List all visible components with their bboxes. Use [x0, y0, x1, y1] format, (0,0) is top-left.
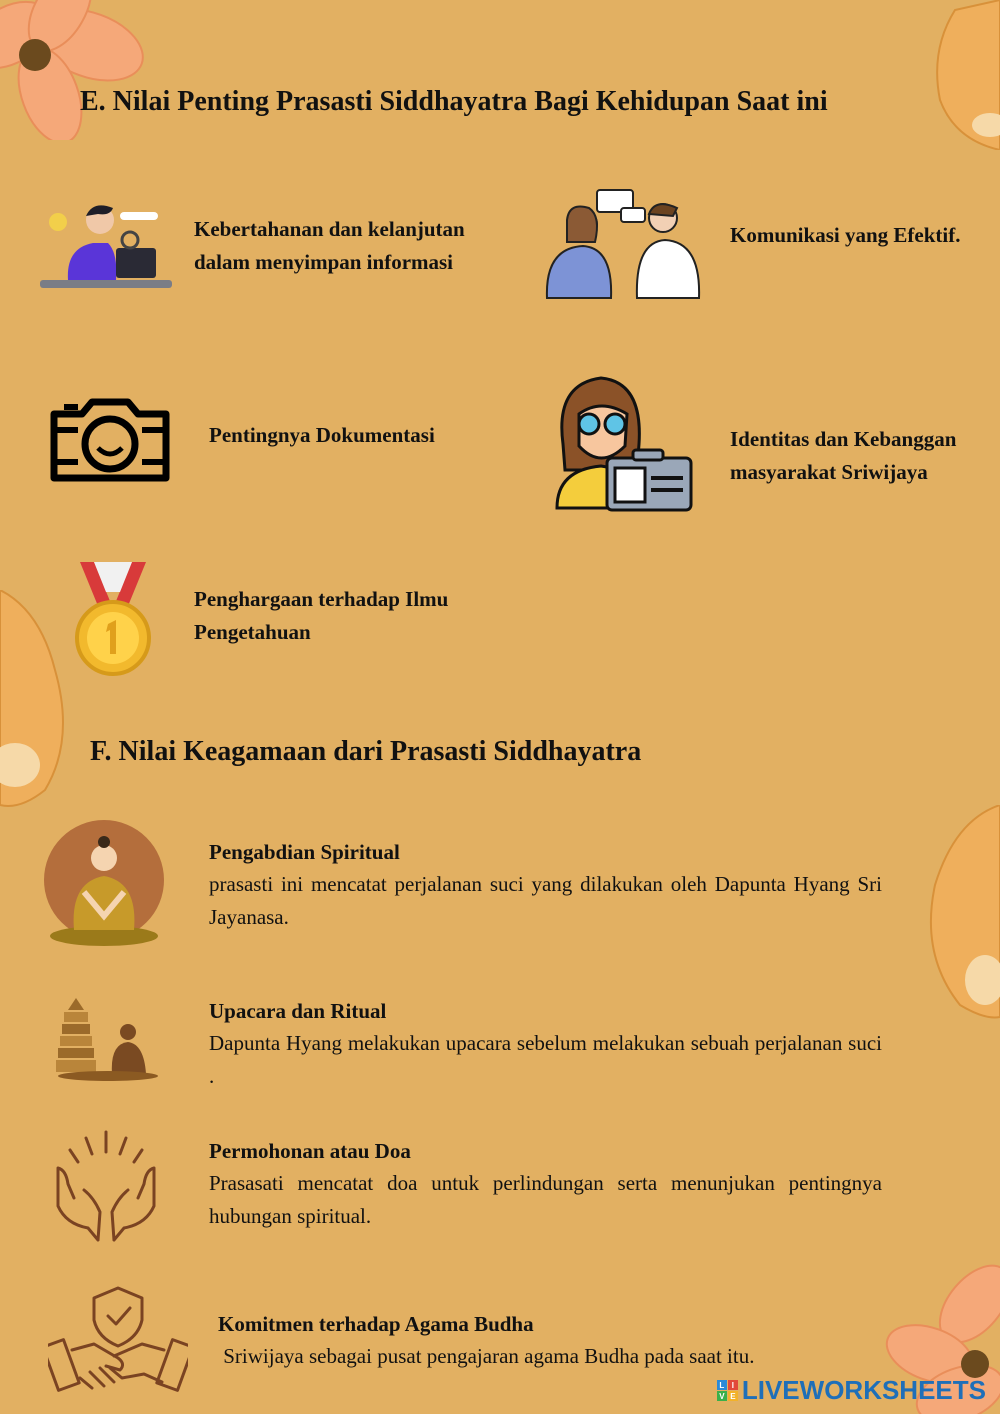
- gold-medal-icon: [72, 562, 154, 680]
- badge-letter-v: V: [717, 1391, 727, 1401]
- item-ritual-block: [209, 995, 882, 1093]
- badge-letter-i: I: [728, 1380, 738, 1390]
- item-appreciation-text: [194, 583, 448, 649]
- item-identity-text: [730, 423, 956, 489]
- liveworksheets-wordmark: LIVEWORKSHEETS: [741, 1375, 986, 1405]
- lantern-top-right-icon: [915, 0, 1000, 150]
- item-spiritual-title: Pengabdian Spiritual: [209, 840, 400, 864]
- item-storage-line2: dalam menyimpan informasi: [194, 250, 454, 274]
- section-e-title: E. Nilai Penting Prasasti Siddhayatra Bagi Kehidupan Saat ini: [80, 86, 828, 117]
- pagoda-prayer-icon: [54, 996, 162, 1082]
- item-appreciation-line2: Pengetahuan: [194, 620, 311, 644]
- item-commitment-body: Sriwijaya sebagai pusat pengajaran agama Budha pada saat itu.: [218, 1344, 755, 1368]
- liveworksheets-logo: [717, 1375, 986, 1406]
- liveworksheets-badge-icon: [717, 1380, 738, 1401]
- item-spiritual-block: [209, 836, 882, 934]
- person-laptop-search-icon: [38, 198, 174, 294]
- buddha-icon: [38, 820, 172, 948]
- two-people-talking-icon: [545, 186, 705, 302]
- item-storage-line1: Kebertahanan dan kelanjutan: [194, 217, 465, 241]
- badge-letter-l: L: [717, 1380, 727, 1390]
- item-commitment-title: Komitmen terhadap Agama Budha: [218, 1312, 534, 1336]
- handshake-shield-icon: [48, 1286, 188, 1402]
- item-prayer-block: [209, 1135, 882, 1233]
- lantern-left-icon: [0, 590, 80, 810]
- item-storage-text: [194, 213, 465, 279]
- item-commitment-block: [218, 1308, 891, 1373]
- item-appreciation-line1: Penghargaan terhadap Ilmu: [194, 587, 449, 611]
- item-documentation-text: Pentingnya Dokumentasi: [209, 423, 435, 447]
- woman-id-card-icon: [553, 374, 695, 514]
- section-f-title: F. Nilai Keagamaan dari Prasasti Siddhayatra: [90, 736, 642, 767]
- praying-hands-icon: [48, 1128, 164, 1244]
- item-ritual-body: Dapunta Hyang melakukan upacara sebelum melakukan sebuah perjalanan suci .: [209, 1031, 882, 1088]
- camera-icon: [48, 396, 172, 484]
- item-prayer-title: Permohonan atau Doa: [209, 1139, 411, 1163]
- item-prayer-body: Prasasati mencatat doa untuk perlindungan serta menunjukan pentingnya hubungan spiritual.: [209, 1171, 882, 1228]
- lantern-right-icon: [900, 805, 1000, 1025]
- badge-letter-e: E: [728, 1391, 738, 1401]
- item-ritual-title: Upacara dan Ritual: [209, 999, 387, 1023]
- item-identity-line2: masyarakat Sriwijaya: [730, 460, 928, 484]
- item-identity-line1: Identitas dan Kebanggan: [730, 427, 957, 451]
- flower-top-left-icon: [0, 0, 150, 140]
- item-spiritual-body: prasasti ini mencatat perjalanan suci yang dilakukan oleh Dapunta Hyang Sri Jayanasa.: [209, 872, 882, 929]
- item-communication-text: Komunikasi yang Efektif.: [730, 223, 961, 247]
